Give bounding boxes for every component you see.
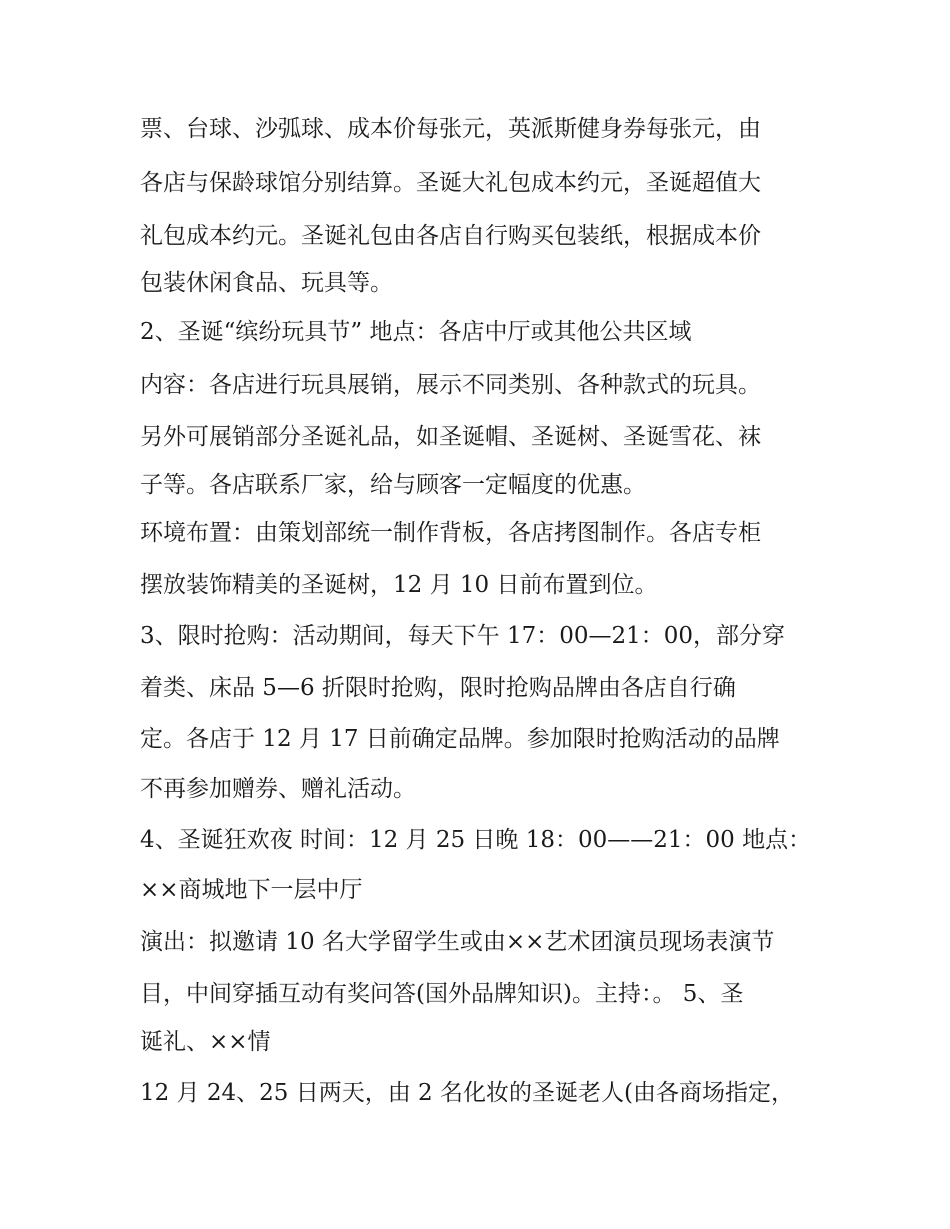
text-line: 环境布置：由策划部统一制作背板，各店拷图制作。各店专柜	[140, 520, 761, 546]
text-line: 演出：拟邀请 10 名大学留学生或由××艺术团演员现场表演节	[140, 929, 775, 955]
text-line: 包装休闲食品、玩具等。	[140, 270, 393, 296]
section-heading: 3、限时抢购：活动期间，每天下午 17：00—21：00，部分穿	[140, 623, 786, 649]
text-line: 另外可展销部分圣诞礼品，如圣诞帽、圣诞树、圣诞雪花、袜	[140, 424, 761, 450]
section-heading: 2、圣诞“缤纷玩具节” 地点：各店中厅或其他公共区域	[140, 319, 692, 345]
text-line: 内容：各店进行玩具展销，展示不同类别、各种款式的玩具。	[140, 372, 761, 398]
text-line: 定。各店于 12 月 17 日前确定品牌。参加限时抢购活动的品牌	[140, 726, 780, 752]
text-line: 12 月 24、25 日两天，由 2 名化妆的圣诞老人(由各商场指定，	[140, 1080, 794, 1106]
text-line: 目，中间穿插互动有奖问答(国外品牌知识)。主持：。 5、圣	[140, 981, 744, 1007]
text-line: ××商城地下一层中厅	[140, 877, 363, 903]
text-line: 子等。各店联系厂家，给与顾客一定幅度的优惠。	[140, 472, 646, 498]
text-line: 着类、床品 5—6 折限时抢购，限时抢购品牌由各店自行确	[140, 675, 736, 701]
text-line: 摆放装饰精美的圣诞树，12 月 10 日前布置到位。	[140, 572, 658, 598]
text-line: 不再参加赠券、赠礼活动。	[140, 776, 416, 802]
text-line: 礼包成本约元。圣诞礼包由各店自行购买包装纸，根据成本价	[140, 223, 761, 249]
text-line: 诞礼、××情	[140, 1029, 271, 1055]
text-line: 票、台球、沙弧球、成本价每张元，英派斯健身券每张元，由	[140, 116, 761, 142]
section-heading: 4、圣诞狂欢夜 时间：12 月 25 日晚 18：00——21：00 地点：	[140, 827, 812, 853]
text-line: 各店与保龄球馆分别结算。圣诞大礼包成本约元，圣诞超值大	[140, 170, 761, 196]
